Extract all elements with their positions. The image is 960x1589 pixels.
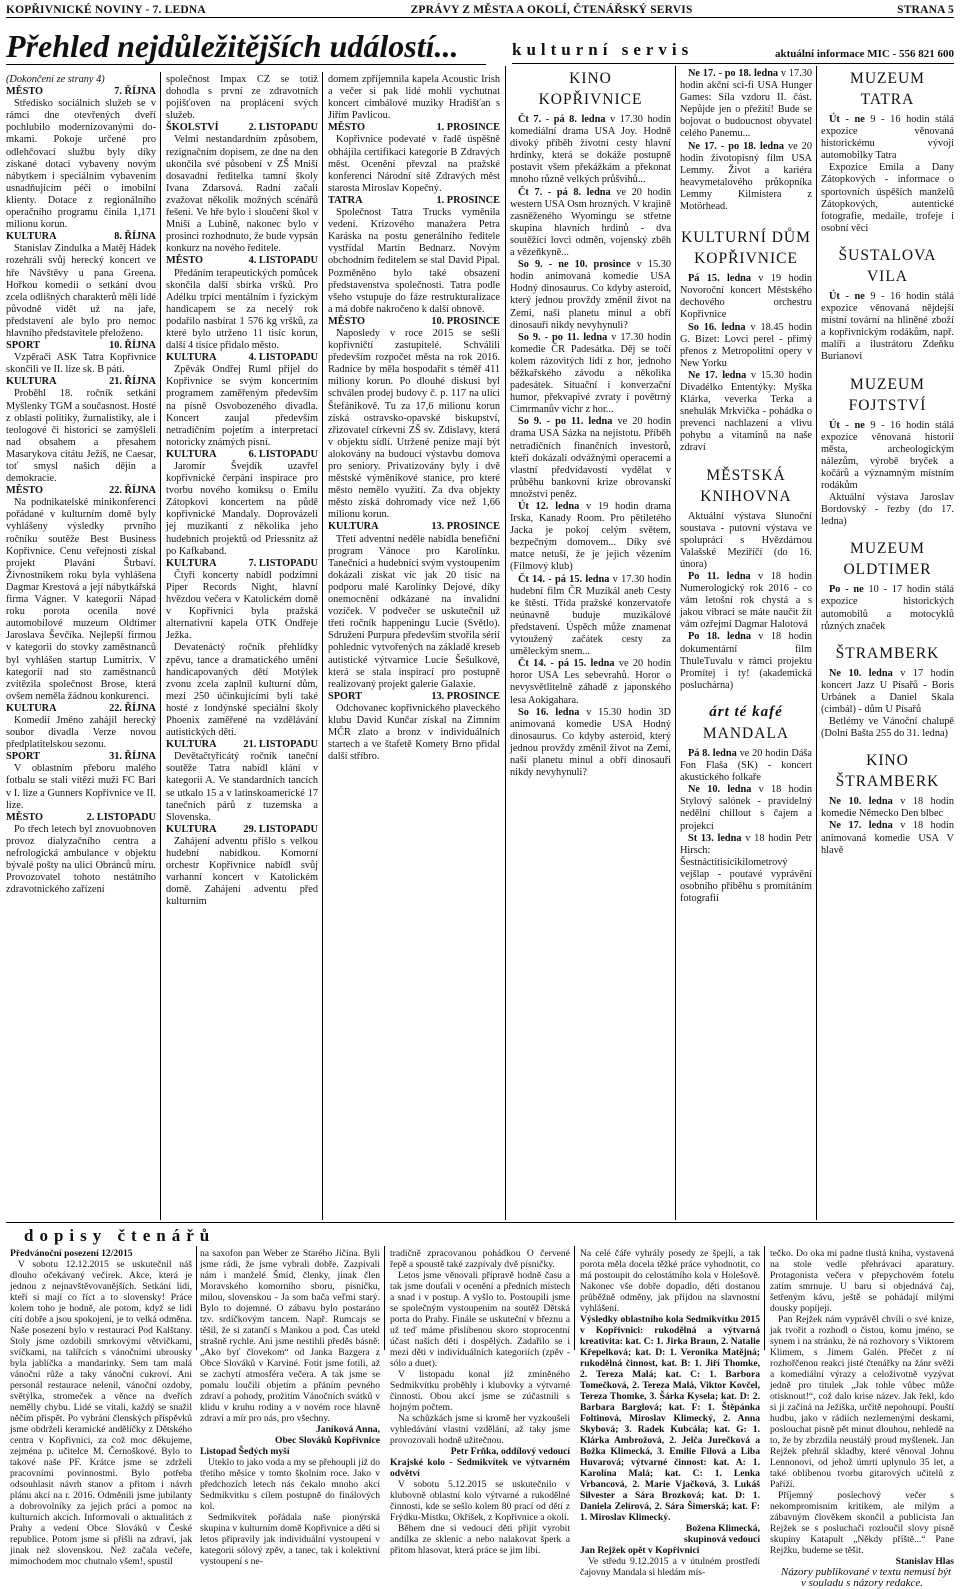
program-text: ve 20 hodin životopisný film USA Lemmy. Život a kariéra heavymetalového průkopníka Lemmy Kilmistera z Motörhead. [680, 140, 812, 213]
program-text: v 15.30 hodin Divadélko Ententýky: Myška Klárka, veverka Terka a snehulák Mrkvička - pohádka o prevenci nachlazení a vlivu pohybu a vitamínů na naše zdraví [680, 369, 812, 454]
program-item [821, 492, 954, 528]
program-text: 9 - 16 hodin stálá expozice věnovaná historii města, archeologickým nálezům, výrobě bryček a kočárů a významným místním rodákům [821, 419, 954, 491]
header-right: STRANA 5 [897, 4, 954, 16]
program-text: ve 20 hodin horor USA Les sebevrahů. Horor o nevysvětlitelně záhadě z japonského lesa Aokigahara. [510, 658, 671, 706]
column-divider [160, 72, 161, 1220]
letter-text: Ve středu 9.12.2015 a v útulném prostředí čajovny Mandala si hledám mís- [580, 1556, 760, 1578]
header-center: ZPRÁVY Z MĚSTA A OKOLÍ, ČTENÁŘSKÝ SERVIS [410, 4, 693, 16]
program-date: Ne 10. ledna [688, 784, 752, 796]
venue-name: KULTURNÍ DŮM [681, 229, 811, 247]
letter-text: V listopadu konal již zmíněného Sedmikvítku proběhly i klubovky a výtvarné činnosti. Obou akcí jsme se zúčastnili s hojným počtem. [390, 1369, 570, 1413]
event-text: Devětačtyřicátý ročník taneční soutěže Tatra nabídl klání v kategorii A. Ve standardních tancích se utkalo 15 a v latinskoamerické 17 tanečních párů z tuzemska a Slovenska. [166, 751, 318, 823]
program-item [680, 322, 812, 370]
program-item [821, 820, 954, 856]
venue-name: MANDALA [702, 724, 790, 742]
letter-heading: Krajské kolo - Sedmikvítek ve výtvarném odvětví [390, 1457, 570, 1479]
event-category: KULTURA [166, 352, 217, 364]
event-heading [166, 558, 318, 570]
venue-name: TATRA [860, 91, 915, 108]
column-divider [505, 66, 506, 1220]
letter-text: tradičně zpracovanou pohádkou O červené řepě a spoustě také zazpívaly dvě písničky. [390, 1248, 570, 1270]
event-category: KULTURA [166, 557, 217, 569]
event-heading [166, 739, 318, 751]
column-divider [764, 1246, 765, 1350]
event-category: SPORT [328, 690, 362, 702]
program-text: v 15.30 hodin animovaná komedie USA Hodný dinosaurus. Co kdyby asteroid, který jednou provždy změnil život na Zemi, naši planetu minul a obří dinosauři nikdy nevyhynuli? [510, 259, 672, 331]
program-item [680, 511, 812, 571]
program-date: Ne 17. - po 18. ledna [688, 140, 784, 152]
venue-name: KOPŘIVNICE [694, 250, 798, 268]
section-divider [6, 1222, 954, 1223]
event-category: MĚSTO [6, 86, 44, 98]
event-category: KULTURA [6, 702, 57, 714]
venue-name: KNIHOVNA [700, 487, 792, 505]
event-category: SPORT [6, 340, 40, 352]
event-category: KULTURA [166, 823, 217, 835]
event-date: 13. PROSINCE [431, 690, 500, 702]
event-text: Proběhl 18. ročník setkání Myšlenky TGM a současnost. Hosté z oblasti politiky, žurnalistiky, ale i teologové či historici se zamýšleli nad obsahem a přesahem Masarykova citátu Ježíš, ne Caesar, toť smysl našich dějin a demokracie. [6, 388, 156, 485]
event-text: Na podnikatelské minikonferenci pořádané v kulturním domě byly vyhlášeny výsledky prvního ročníku soutěže Best Business Kopřivnice. Cenu veřejnosti získal projekt Plavání Štrbaví. Živnostníkem roku byla vyhlášena Dagmar Krestová a její nábytkářská firma Vágner. V kategorii Nápad roku porota ocenila nové automobilové muzeum Oldtimer Jaroslava Ševčíka. Nejlepší firmou v kategorii do stovky zaměstnanců byl vyhlášen startup Lumitrix. V kategorii nad sto zaměstnanců zvítězila společnost Brose, která ovšem neměla žádnou konkurenci. [6, 497, 156, 702]
letter-signature: skupinová vedoucí [684, 1534, 760, 1545]
program-text: v 18 hodin Stylový salónek - pravidelný nedělní chillout s čajem a projekcí [680, 784, 813, 832]
event-date: 4. LISTOPADU [248, 255, 318, 267]
program-item [510, 658, 671, 706]
event-heading [6, 703, 156, 715]
program-text: Aktuální výstava Slunoční soustava - putovní výstava ve spolupráci s Hvězdárnou Valašské Meziříčí (do 16. února) [680, 510, 812, 570]
letter-text: Během dne si vedoucí děti přijít vyrobit andílka ze sklenic a nebo nalakovat šperk a přitom hlasovat, která práce se jim líbí. [390, 1523, 570, 1556]
program-date: So 16. ledna [688, 321, 746, 333]
event-date: 2. LISTOPADU [248, 122, 318, 134]
program-text: 9 - 16 hodin stálá expozice věnovaná historickému vývoji automobilky Tatra [821, 114, 954, 162]
program-date: Po 18. ledna [688, 631, 752, 643]
program-item [680, 784, 812, 832]
column-divider [574, 1246, 575, 1350]
event-date: 22. ŘÍJNA [109, 702, 156, 714]
event-text: Čtyři koncerty nabídl podzimní Piper Records Night, hlavní hvězdou večera v Katolickém domě v Kopřivnici byla pražská alternativní kapela OTK Ondřeje Ježka. [166, 569, 318, 642]
servis-column-kino [510, 68, 671, 1220]
program-text: v 17.30 hodin komedie ČR Padesátka. Děj se točí kolem rázovitých lidí z hor, jednoho běžkařského závodu a několika padesátek. Situační i konverzační humor, překvapivé zvraty i povětrný Cimrmanův vichr z hor... [510, 331, 671, 416]
event-date: 22. ŘÍJNA [109, 485, 156, 497]
program-item [680, 631, 812, 691]
column-divider [384, 1246, 385, 1350]
event-category: SPORT [6, 751, 40, 763]
letter-text: Uteklo to jako voda a my se přehoupli již do třetího měsíce v tomto školním roce. Jako v předchozích letech nás čekalo mnoho akcí Sedmikvítku s cílem postupně do finálových kol. [200, 1457, 380, 1512]
event-date: 1. PROSINCE [436, 122, 500, 134]
venue-name: OLDTIMER [843, 561, 932, 579]
program-date: Ne 17. ledna [688, 369, 747, 381]
letter-signature: Janíková Anna, [316, 1424, 380, 1435]
program-text: v 17.30 hodin komediální drama USA Joy. Hodně divoký příběh životní cesty hlavní hrdinky, která se dokáže postupně postavit všem překážkám a překonat mnoho různě velkých průšvihů... [510, 114, 671, 186]
event-date: 4. LISTOPADU [248, 352, 318, 364]
program-text: Aktuální výstava Jaroslav Bordovský - řezby (do 17. ledna) [821, 492, 954, 528]
event-text: Jaromír Švejdík uzavřel kopřivnické čerpání inspirace pro tvorbu nového komiksu o Emilu Zátopkovi koncertem na půdě kopřivnické Mandaly. Doprovázeli jej muzikanti z několika jeho hudebních projektů od Priessnitz až po Kafkaband. [166, 461, 318, 557]
event-heading [166, 824, 318, 836]
event-date: 1. PROSINCE [436, 194, 500, 206]
event-category: MĚSTO [6, 485, 44, 497]
program-date: Čt 7. - pá 8. ledna [518, 186, 611, 198]
venue-name: KINO [866, 752, 909, 770]
venue-name: MUZEUM [850, 375, 925, 393]
event-text: Třetí adventní neděle nabídla benefiční program Vánoce pro Karolínku. Tanečníci a hudebníci svým vystoupením dokázali získat víc jak 20 tisíc na podporu malé Karolínky Dejové, díky onemocnění odkázané na invalidní vozíček. V podvečer se uskutečnil už třetí ročník happeningu Lucie (Světlo). Sdružení Purpura především stvořila sérií pohlednic vytvořených na základě kreseb autistické výtvarnice Lucie Šešulkové, která se stala inspirací pro postupně realizovaný projekt galerie Galaxie. [328, 533, 500, 690]
event-heading [166, 122, 318, 134]
venue-name: KOPŘIVNICE [538, 91, 643, 108]
program-date: Ne 10. ledna [829, 796, 893, 808]
program-date: Út - ne [829, 114, 865, 125]
event-text: Devatenáctý ročník přehlídky zpěvu, tance a dramatického umění handicapovaných dětí Motýlek zvonu zcela zaplnil kulturní dům, mezi 250 účinkujícími byli také hosté z londýnské speciální školy Phoenix zaměřené na vzdělávání autistických dětí. [166, 642, 318, 739]
program-text: v 17 hodin koncert Jazz U Písařů - Boris Urbánek a Daniel Skala (cimbál) - dům U Písařů [821, 667, 955, 715]
letter-text: V sobotu 12.12.2015 se uskutečnil náš dlouho očekávaný večírek. Akce, která je jednou z nejnavštěvovanějších. Setkání lidí, kteří si mají co říct a to slovensky! Práce kolem toho je hodně, ale potom, když se lidi cítí dobře a jsou spokojení, je to velká odměna. Naše posezení bylo v restauraci Pod Kalštany. Stoly jsme ozdobili smrkovými větvičkami, svíčkami, na talířcích s vánočními ubrousky byla jablíčka a mandarinky. Sem tam malá vánoční růže a taky vánoční cukroví. Ani personál restaurace nelenil, vánoční ozdoby, světýlka, stromeček a věnce na dveřích nemělly chybu. Lidé se vítali, každý se snažil něčím přispět. Po vybrání členských příspěvků jsme obdrželi keramické andělíčky z Dětského centra v Kopřivnici, za což moc děkujeme, zejména p. učitelce M. Černoškové. Bylo to takové naše PF. Krátce jsme se zdrželi pracovními povinnostmi. Bylo potřeba odsouhlasit návrh stanov a přitom i návrh plánu akcí na r. 2016. Odměnili jsme jubilanty a dobrovolníky za jejich práci a pomoc na kulturních akcích. Informovali o aktualitách z Prahy a vedení Obce Slováků v České republice. Potom jsme si přišli na zdraví, jak jinak než slovenskou. Než začala večeře, mimochodem moc chutnalo všem!, spustil [10, 1259, 192, 1567]
program-date: St 13. ledna [688, 832, 742, 844]
event-text: Předáním terapeutických pomůcek skončila další sbírka vršků. Pro Adélku trpící mentálním i fyzickým handicapem se za necelý rok podařilo nasbírat 1 576 kg vršků, za které bylo utrženo 11 tisíc korun, další 4 tisíce přidalo město. [166, 267, 318, 352]
program-item [821, 291, 954, 364]
program-item [680, 68, 812, 141]
program-date: Čt 7. - pá 8. ledna [518, 114, 606, 125]
letter-signature: Petr Frňka, oddílový vedoucí [450, 1446, 570, 1457]
program-text: ve 20 hodin drama USA Sázka na nejistotu. Příběh netradičních finančních investorů, kteří dokázali odvážnými operacemi a vlastní předvídavostí vydělat v průběhu bankovní krize obrovanskí množství peněz. [510, 416, 671, 500]
program-item [510, 574, 671, 659]
event-text: Komedií Jméno zahájil herecký soubor divadla Verze novou předplatitelskou sezonu. [6, 714, 156, 751]
program-date: Út 12. ledna [518, 501, 580, 512]
event-text: společnost Impax CZ se totiž dohodla s první ze zdravotních pojišťoven na proplácení svých služeb. [166, 74, 318, 122]
column-divider [322, 72, 323, 1220]
program-text: v 19 hodin drama Irska, Kanady Room. Pro pětiletého Jacka je pokoj celým světem, bezpečným domovem... Díky své matce netuší, že je jejich vězením (Filmový klub) [510, 501, 671, 573]
program-text: v 18.45 hodin G. Bizet: Lovci perel - přímý přenos z Metropolitní opery v New Yorku [680, 321, 812, 369]
servis-column-museums [821, 68, 954, 1220]
venue-name: MUZEUM [850, 540, 925, 558]
event-date: 7. LISTOPADU [248, 557, 318, 569]
venue-name: ŠTRAMBERK [835, 644, 940, 662]
event-date: 13. PROSINCE [431, 521, 500, 533]
venue-name: ŠTRAMBERK [835, 773, 940, 791]
event-text: Vzpěrači ASK Tatra Kopřivnice skončili ve II. lize sk. B pátí. [6, 352, 156, 376]
event-heading [166, 449, 318, 461]
letter-heading: Listopad Šedých myší [200, 1446, 290, 1457]
program-date: So 9. - ne 10. prosince [518, 259, 631, 271]
letter-heading: Předvánoční posezení 12/2015 [10, 1248, 133, 1259]
program-text: v 17.30 hodin akční sci-fi USA Hunger Games: Síla vzdoru II. část. Nepůjde jen o přežití! Bude se bojovat o budoucnost obyvatel celého Panemu... [680, 68, 812, 140]
event-text: Středisko sociálních služeb se v rámci dne otevřených dveří pochlubilo modernizovanými do-mkami. Pokoje určené pro odlehčovací službu byly díky získané dotaci vybaveny novým nábytkem i speciálním vybavením usnadňujícím péči o imobilní klienty. Dotace z regionálního operačního programu činila 1,171 milionu korun. [6, 98, 156, 231]
event-text: Společnost Tatra Trucks vyměnila vedení. Krizového manažera Petra Karáska na postu generálního ředitele vystřídal Martin Bednarz. Novým obchodním ředitelem se stal David Pipal. Pozměněno bylo také obsazení představenstva společnosti. Tatra podle všeho vstupuje do fáze restrukturalizace a má dobře nakročeno k další obnově. [328, 207, 500, 315]
program-text: 10 - 17 hodin stálá expozice historických automobilů a motocyklů různých značek [821, 584, 955, 632]
program-item [680, 571, 812, 631]
program-item [680, 370, 812, 455]
program-item [510, 259, 671, 332]
venue-name: MĚSTSKÁ [706, 466, 786, 484]
venue-name: MUZEUM [850, 70, 925, 87]
event-category: ŠKOLSTVÍ [166, 122, 219, 134]
letter-text: Na schůzkách jsme si kromě her vyzkoušeli vyhledávání vlastní vzdělání, až taky jsme provozovali hodně užitečnou. [390, 1413, 570, 1446]
program-text: v 18 hodin animovaná komedie USA V hlavě [821, 820, 955, 856]
event-category: KULTURA [6, 376, 57, 388]
event-category: MĚSTO [328, 315, 366, 327]
program-text: 9 - 16 hodin stálá expozice věnovaná nějdejší místní tovární na hliněné zboží a kopřivnickým rodákům, např. malíři a ilustrátoru Zdeňku Burianovi [821, 290, 954, 363]
event-heading [328, 316, 500, 328]
dopisy-title: dopisy čtenářů [24, 1226, 216, 1245]
letter-text: Letos jsme věnovali přípravě hodně času a tak jsme doufali v ocenění a předních místech a snad i v postup. A vyšlo to. Postoupili jsme se společným vystoupením na soutěž Dětská porta do Prahy. Finále se uskuteční v březnu a už teď máme přislíbenou skoro stoprocentní účast našich dětí i dospělých. Zadařilo se i mezi děti v individuálních kategoriích (zpěv - sólo a duet). [390, 1270, 570, 1369]
continuation-note: (Dokončení ze strany 4) [6, 74, 105, 85]
program-item [821, 796, 954, 820]
program-date: Ne 17. ledna [829, 820, 893, 832]
event-text: Zahájení adventu přišlo s velkou hudební nabídkou. Komorní orchestr Kopřivnice nabídl svůj varhanní koncert v Katolickém domě. Zahájení adventu před kulturním [166, 835, 318, 908]
page-header [6, 2, 954, 18]
event-category: MĚSTO [6, 811, 44, 823]
column-divider [816, 66, 817, 1220]
program-item [821, 584, 954, 632]
program-text: v 18 hodin komedie Německo Den blbec [821, 796, 955, 820]
letters-column-1 [10, 1248, 192, 1567]
event-heading [328, 195, 500, 207]
program-item [821, 668, 954, 716]
event-text: Po třech letech byl znovuobnoven provoz dialyzačního centra a nefrologická ambulance v objektu bývalé pošty na ulici Obránců míru. Provozovatel tohoto nestátního zdravotnického zařízení [6, 823, 156, 896]
program-text: ve 20 hodin Dáša Fon Flaša (SK) - koncert akustického folkaře [680, 747, 812, 784]
letter-heading: Jan Rejžek opět v Kopřivnici [580, 1545, 700, 1556]
letter-text: V sobotu 5.12.2015 se uskutečnilo v klubovně oblastní kolo výtvarné a rukodělné činnosti, kde se sešlo kolem 80 prací od dětí z Frýdku-Místku, Okříšek, z Kopřivnice a okolí. [390, 1479, 570, 1523]
program-text: v 19 hodin Novoroční koncert Městského dechového orchestru Kopřivnice [680, 273, 812, 321]
program-item [510, 707, 671, 780]
program-date: Ne 17. - po 18. ledna [688, 68, 779, 79]
event-category: TATRA [328, 194, 363, 206]
program-item [510, 501, 671, 574]
letter-text: na saxofon pan Weber ze Starého Jičína. Byli jsme rádi, že jsme vybrali dobře. Zazpívali nám i manželé Šmíd, členky, jinak člen Moravského komorního sboru, písničku, milou, slovenskou - Ja som bača veľmi starý. Bylo to dojemné. O zábavu bylo postaráno tzv. srdíčkovým tancem. Např. Rumcajs se těšil, že si zatančí s Mankou a pod. Čas utekl strašně rychle. Ani jsme nestihli předěs básně: „Ako byť človekom“ od Janka Bazgera z Obce Slováků v Karviné. Fotit jsme fotili, až se zachytí atmosféra večera. A tak jsme se pomalu loučili objetím a přáním pevného zdraví a pohody, prožitím Vánočních svátků v klidu v kruhu rodiny a v novém roce hlavně zdraví a mír pro nás, pro všechny. [200, 1248, 380, 1424]
program-item [680, 273, 812, 321]
event-heading [166, 255, 318, 267]
event-text: Kopřivnice podevaté v řadě úspěšně obhájila certifikaci kategorie B Zdravých měst. Ocenění převzal na pražské konferenci Národní sítě Zdravých měst starosta Miroslav Kopečný. [328, 134, 500, 194]
event-date: 2. LISTOPADU [86, 811, 156, 823]
letters-column-2 [200, 1248, 380, 1567]
program-date: Po - ne [829, 584, 864, 596]
program-item [510, 187, 671, 260]
program-item [680, 748, 812, 784]
event-date: 7. ŘÍJNA [114, 86, 156, 98]
event-date: 8. ŘÍJNA [114, 231, 156, 243]
letter-text: Příjemný poslechový večer s nekompromisním kritikem, ale milým a zábavným člověkem skončil a publicista Jan Rejžek se s posluchači rozloučil slovy písně skupiny Katapult „Někdy příště...“ Pane Rejžku, budeme se těšit. [770, 1490, 954, 1556]
program-date: Čt 14. - pá 15. ledna [518, 573, 610, 585]
program-date: So 9. - po 11. ledna [518, 331, 608, 343]
letter-signature: Božena Klimecká, [685, 1523, 760, 1534]
event-heading [6, 812, 156, 824]
letters-column-4 [580, 1248, 760, 1578]
program-date: Út - ne [829, 419, 865, 431]
event-heading [166, 352, 318, 364]
letter-text: tečko. Do oka mi padne tlustá kniha, vystavená na stole vedle přehrávací aparatury. Protagonista večera v přepychovém fotelu zatím smrnuje. U baru si objednává čaj, šetřeným kávu, ještě se pohádají milými dousky popíjejí. [770, 1248, 954, 1314]
column-divider [196, 1246, 197, 1350]
letters-column-3 [390, 1248, 570, 1556]
program-item [821, 420, 954, 493]
event-category: MĚSTO [328, 122, 366, 134]
event-date: 29. LISTOPADU [243, 823, 318, 835]
header-left: KOPŘIVNICKÉ NOVINY - 7. LEDNA [6, 4, 206, 16]
venue-name: ŠUSTALOVA VILA [838, 246, 937, 285]
event-text: Stanislav Zindulka a Matěj Hádek rozehráli svůj herecký koncert ve hře Návštěvy u pana Greena. Hořkou komedii o setkání dvou zcela odlišných charakterů měli lidé původně vidět už na jaře, představení ale bylo pro nemoc hlavního představitele přeloženo. [6, 243, 156, 339]
program-date: Pá 15. ledna [688, 273, 752, 285]
servis-column-venues [680, 68, 812, 1220]
event-date: 10. ŘÍJNA [109, 340, 156, 352]
events-column-3 [328, 74, 500, 1220]
kulturni-servis-info: aktuální informace MIC - 556 821 600 [774, 48, 954, 60]
program-item [680, 141, 812, 214]
event-text: Velmi nestandardním způsobem, rezignačním dopisem, ze dne na den ukončila své působení v ZŠ Mniší dosavadní ředitelka tamní školy Ivana Zdarsová. Radní začali zvažovat několik možných scénářů řešení. Ve hře bylo i sloučení škol v Mniší a Lubině, nakonec bylo v prosinci rozhodnuto, že bude vypsán konkurz na nového ředitele. [166, 134, 318, 255]
venue-name: KINO [569, 70, 612, 87]
program-text: Expozice Emila a Dany Zátopkových - informace o sportovních úspěších manželů Zátopkových, autentické fotografie, medaile, trofeje i osobní věci [821, 162, 954, 234]
event-text: Zpěvák Ondřej Ruml přijel do Kopřivnice se svým koncertním programem zaměřeným především na písně Osvobozeného divadla. Koncert zaujal především netradičním pojetím a interpretací notoricky známých písní. [166, 364, 318, 448]
program-date: Čt 14. - pá 15. ledna [518, 658, 615, 670]
letter-heading: Výsledky oblastního kola Sedmikvítku 2015 v Kopřivnici: rukodělná a výtvarná kreativita: kat. C: 1. Jirka Braun, 2. Natalie Křepelková; kat. D: 1. Veronika Matějná; rukodělná činnost, kat. B: 1. Jiří Thomke, 2. Tereza Malá; kat. C: 1. Barbora Tomečková, 2. Tereza Malá, Viktor Kovčel, Tereza Thomke, 3. Šárka Kysela; kat. D: 2. Barbara Barglová; kat. F: 1. Štěpánka Foltinová, Miroslav Klimecký, 2. Anna Skybová; 3. Radek Kubcála; kat. G: 1. Klárka Ambrožová, 2. Jelča Jurečková a Božka Klimecká, 3. Emilie Filová a Liba Huvarová; výtvarné činnost: kat. A: 1. Karolína Malá; kat. C: 1. Lenka Vrbancová, 2. Marie Vjačková, 3. Lukáš Silvester a Sára Brozková; kat. D: 1. Daniela Zelírová, 2. Sára Šimerská; kat. F: 1. Miroslav Klimecký. [580, 1314, 760, 1523]
program-text: Betlémy ve Vánoční chalupě (Dolní Bašta 255 do 31. ledna) [821, 716, 954, 740]
program-item [510, 332, 671, 417]
program-item [680, 833, 812, 906]
program-date: So 16. ledna [518, 706, 580, 718]
event-category: MĚSTO [166, 255, 204, 267]
column-divider [675, 66, 676, 1220]
venue-name: árt té kafé [709, 703, 783, 720]
program-item [821, 716, 954, 740]
program-date: Ne 10. ledna [829, 667, 893, 679]
event-heading [6, 376, 156, 388]
event-text: V oblastním přeboru malého fotbalu se stali vítězi muži FC Bari v I. lize a Gunners Kopřivnice ve II. lize. [6, 763, 156, 811]
event-text: Naposledy v roce 2015 se sešli kopřivničtí zastupitelé. Schválili především rozpočet města na rok 2016. Radnice by měla hospodařit s téměř 411 miliony korun. Po dlouhé diskusi byl schválen prodej budovy č. p. 117 na ulici Štefánikově. Tu za 17,6 milionu korun získá ostravsko-opavské biskupství, zřizovatel církevní ZŠ sv. Zdislavy, která v objektu sídlí. Utržené peníze mají být alokovány na budoucí výstavbu domova pro seniory. Privatizovány byly i dvě městské výměníkové stanice, pro které město nemělo využití. Za dva objekty město získá dohromady více než 1,66 milionu korun. [328, 327, 500, 521]
event-date: 21. ŘÍJNA [109, 376, 156, 388]
event-heading [328, 521, 500, 533]
events-column-1 [6, 74, 156, 1220]
event-text: Odchovanec kopřivnického plaveckého klubu David Kunčar získal na Zimním MČR zlato a bronz v individuálních startech a ve štafetě Komety Brno přidal další stříbro. [328, 702, 500, 763]
program-item [821, 162, 954, 235]
letter-text: Sedmikvítek pořádala naše pionýrská skupina v kulturním domě Kopřivnice a děti si letos připravily jak individuální vystoupení v kategorii sólový zpěv, a tanec, tak i kolektivní vystoupení s ne- [200, 1512, 380, 1567]
program-text: v 18 hodin dokumentární film ThuleTuvalu v rámci projektu Promítej i ty! (akademická posluchárna) [680, 631, 812, 691]
event-date: 10. PROSINCE [431, 315, 500, 327]
program-text: v 17.30 hodin hudební film ČR Muzikál aneb Cesty ke štěstí. Třída pražské konzervatoře neúnavně buduje muzikálové představení. Úspěch může znamenat vytoužený začátek cesty za uměleckým snem... [510, 573, 671, 658]
event-category: KULTURA [166, 448, 217, 460]
events-column-2 [166, 74, 318, 1220]
program-text: ve 20 hodin western USA Osm hrozných. V krajině zasněženého Wyomingu se střetne skupina hlavních hrdinů - dva soutěžící lovci odměn, vojenský zběh a vězeňkyně... [510, 186, 671, 259]
event-date: 21. LISTOPADU [243, 739, 318, 751]
kulturni-servis-title: kulturní servis [512, 40, 694, 59]
event-heading [328, 691, 500, 703]
letter-text: Pan Rejžek nám vyprávěl chvíli o své knize, jak tvořit a rozhodl o čistou, komu jméno, se synem i na stránku, že ná rozhovory s Viktorem Klimem, s Jimem Galén. Přečet z ní rozhořčenou reakci jisté čtenářky na žánr svěži a komediální výrazy a celoživotně vyzývat jedně pro titulek „Jak tohle vůbec může otisknout!“, což dalo krise název. Jak řekl, kdo si ji začíná na Ježíška, určitě nepohoupí. Pouští hudbu, jako v rádiích nezlemenými deskami, poslouchat písně pět minut dlouhou, nehledě na to, že by zbrzdila neustálý proud myšlenek. Jan Rejžek přehrál skladby, které věnoval Johnu Lennonovi, od jehož úmrtí uplynulo 35 let, a také oblíbenou tvorbu gitarových učitelů z Paříží. [770, 1314, 954, 1490]
venue-name: FOJTSTVÍ [848, 396, 927, 414]
letter-signature: Stanislav Hlas [895, 1556, 954, 1567]
letter-text: Na celé čáře vyhrály posedy ze špejlí, a tak porota měla docela těžké práce vyhodnotit, co má postoupit do celostátního kola v Holešově. Nakonec vše dobře dopadlo, děti dostanou průběžně odměny, jak přijdou na slavnostní vyhlášení. [580, 1248, 760, 1314]
event-category: KULTURA [6, 231, 57, 243]
letters-column-5 [770, 1248, 954, 1589]
program-item [821, 114, 954, 162]
kulturni-servis-bar [512, 40, 954, 64]
program-text: v 18 hodin Petr Hirsch: Šestnáctitisícikilometrový vejšlap - poutavé vyprávění osobního příběhu s promítáním fotografií [680, 832, 812, 905]
event-category: KULTURA [166, 739, 217, 751]
event-date: 31. ŘÍJNA [109, 751, 156, 763]
event-heading [6, 231, 156, 243]
program-date: Po 11. ledna [688, 571, 751, 582]
event-category: KULTURA [328, 521, 379, 533]
event-heading [328, 122, 500, 134]
program-item [510, 114, 671, 187]
event-date: 6. LISTOPADU [248, 448, 318, 460]
program-date: Pá 8. ledna [688, 747, 737, 759]
program-item [510, 416, 671, 501]
event-heading [6, 86, 156, 98]
program-text: v 18 hodin Numerologický rok 2016 - co vám letošní rok chystá a s jakou vibrací se máte naučit žít vám ozřejmí Dagmar Halotová [680, 571, 812, 631]
event-heading [6, 751, 156, 763]
event-text: domem zpříjemnila kapela Acoustic Irish a večer si pak lidé mohli vychutnat koncert cimbálové muziky Hradišťan s Jiřím Pavlicou. [328, 74, 500, 122]
editorial-note: Názory publikované v textu nemusí být v souladu s názory redakce. [780, 1566, 952, 1589]
program-date: Út - ne [829, 290, 865, 302]
letter-signature: Obec Slováků Kopřivnice [274, 1435, 380, 1446]
main-title: Přehled nejdůležitějších událostí... [6, 28, 486, 65]
event-heading [6, 485, 156, 497]
program-text: v 15.30 hodin 3D animovaná komedie USA Hodný dinosaurus. Co kdyby asteroid, který jednou provždy změnil život na Zemi, naši planetu minul a obří dinosauři nikdy nevyhynuli? [510, 706, 671, 779]
program-date: So 9. - po 11. ledna [518, 416, 613, 428]
event-heading [6, 340, 156, 352]
